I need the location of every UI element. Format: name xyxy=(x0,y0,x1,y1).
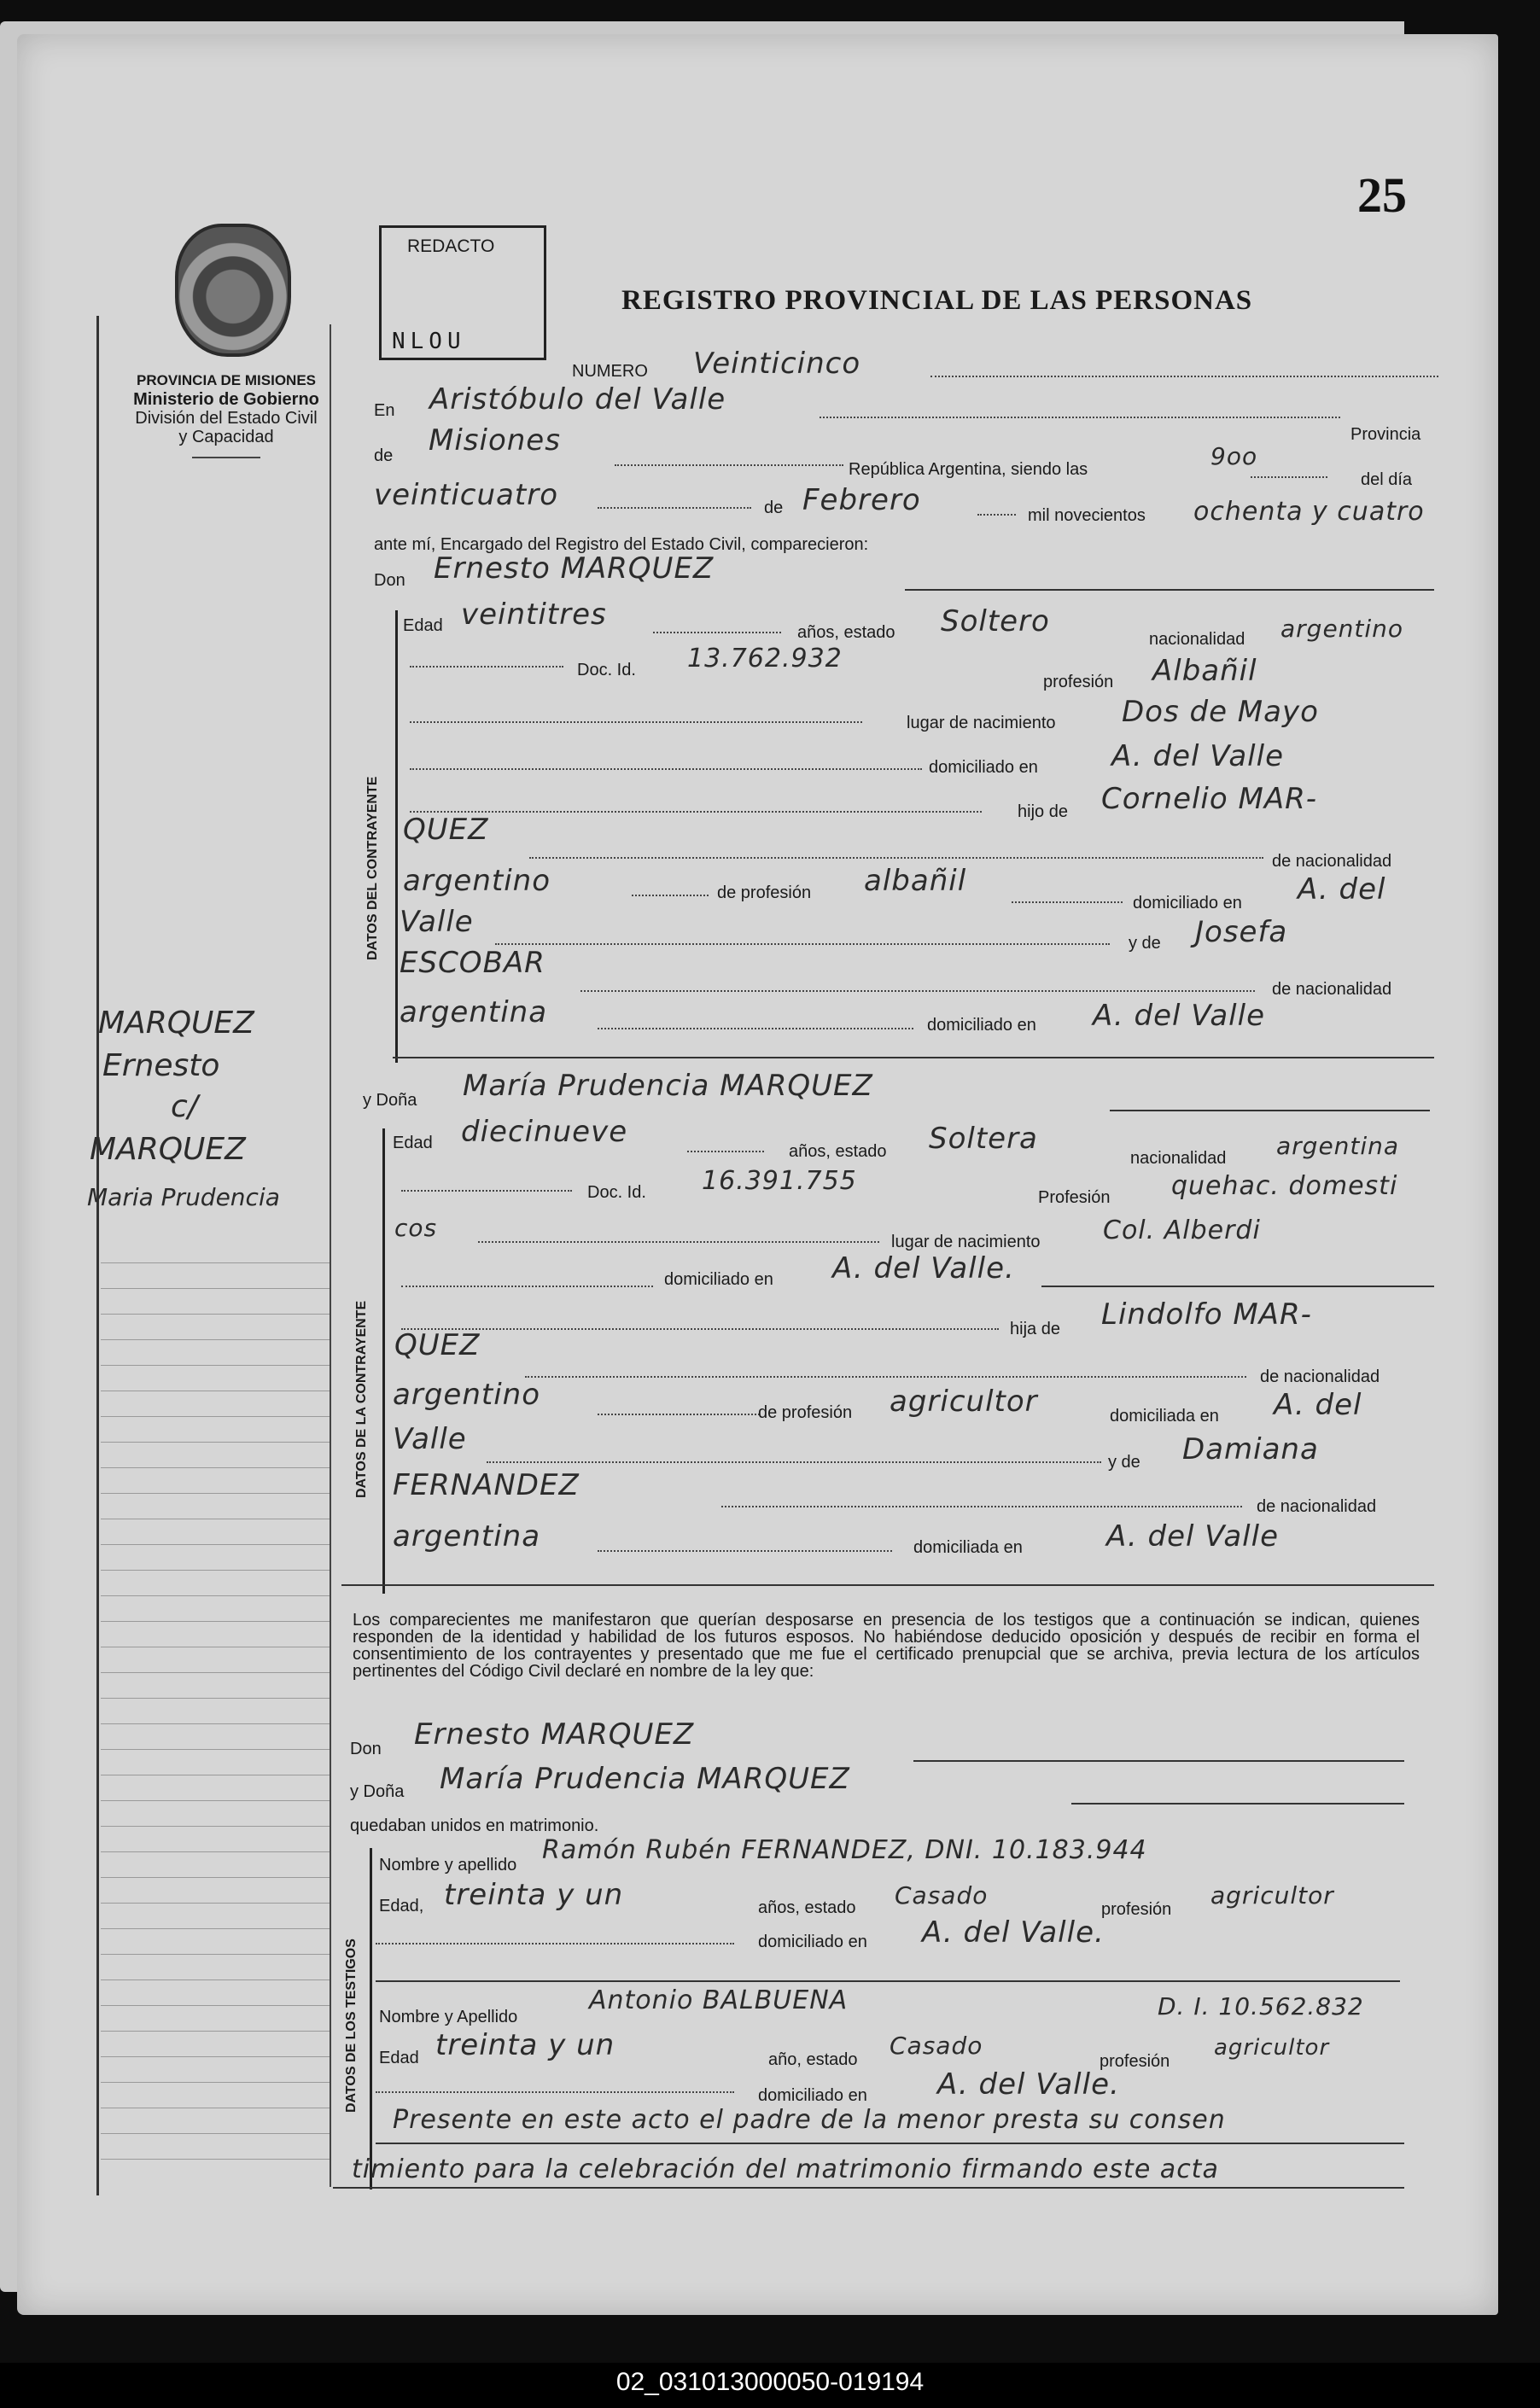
contrayente-padre-domiciliado-label: domiciliado en xyxy=(1133,894,1242,912)
contrayente-padre-nac-value: argentino xyxy=(403,864,551,898)
testigo1-profesion-value: agricultor xyxy=(1210,1881,1334,1909)
declaration-dona-value: María Prudencia MARQUEZ xyxy=(440,1762,850,1796)
witness-note-line2: timiento para la celebración del matrimonio firmando este acta xyxy=(352,2154,1219,2184)
margin-note-5: Maria Prudencia xyxy=(87,1183,280,1211)
testigos-bracket xyxy=(370,1848,372,2189)
en-value: Aristóbulo del Valle xyxy=(429,382,726,417)
ante-mi: ante mí, Encargado del Registro del Estado Civil, comparecieron: xyxy=(374,535,869,554)
contrayenta-lugar-value: Col. Alberdi xyxy=(1103,1216,1261,1245)
contrayenta-madre-nac-value: argentina xyxy=(393,1519,541,1554)
testigo2-estado-value: Casado xyxy=(890,2032,983,2060)
witness-note-line2-rule xyxy=(333,2187,1404,2189)
mes-dots xyxy=(977,514,1016,516)
hora-value: 9oo xyxy=(1210,442,1258,470)
issuer-province: PROVINCIA DE MISIONES xyxy=(136,372,316,388)
contrayenta-doc-dots xyxy=(401,1190,572,1192)
dia-value: veinticuatro xyxy=(374,478,558,512)
witness-note-line1-rule xyxy=(376,2143,1404,2144)
testigo2-profesion-label: profesión xyxy=(1100,2052,1170,2071)
contrayenta-nacionalidad-label: nacionalidad xyxy=(1130,1149,1227,1168)
contrayenta-y-de-dots xyxy=(487,1461,1101,1463)
mes-value: Febrero xyxy=(802,483,921,517)
contrayenta-madre-dom-label: domiciliada en xyxy=(913,1538,1023,1557)
contrayente-padre-value2: QUEZ xyxy=(403,813,489,847)
issuer-block xyxy=(85,371,367,458)
contrayenta-profesion-value1: quehac. domesti xyxy=(1171,1171,1398,1201)
redacto-value: NLOU xyxy=(392,329,466,354)
contrayenta-domiciliado-label: domiciliado en xyxy=(664,1270,773,1289)
contrayente-padre-prof-dots xyxy=(1012,901,1123,903)
testigo2-nombre-label: Nombre y Apellido xyxy=(379,2008,518,2026)
en-dots xyxy=(820,417,1340,418)
contrayenta-profesion-value2: cos xyxy=(394,1214,438,1242)
declaration-dona-label: y Doña xyxy=(350,1782,405,1801)
contrayente-hijo-dots xyxy=(410,811,982,813)
contrayente-doc-value: 13.762.932 xyxy=(687,644,843,673)
de2-label: de xyxy=(764,499,784,517)
contrayenta-y-de-label: y de xyxy=(1108,1453,1140,1472)
contrayente-padre-nac-dots xyxy=(632,895,709,896)
contrayente-profesion-label: profesión xyxy=(1043,673,1114,691)
contrayenta-padre-nac-value: argentino xyxy=(393,1378,540,1412)
issuer-division-2: y Capacidad xyxy=(178,428,274,446)
contrayente-madre-value2: ESCOBAR xyxy=(400,946,545,980)
contrayente-lugar-dots xyxy=(410,721,862,723)
testigo1-estado-label: años, estado xyxy=(758,1898,856,1917)
contrayenta-madre-nac-label: de nacionalidad xyxy=(1257,1497,1377,1516)
witness-note-line1: Presente en este acto el padre de la menor presta su consen xyxy=(393,2105,1226,2135)
dona-label: y Doña xyxy=(363,1091,417,1110)
contrayente-padre-prof-value: albañil xyxy=(864,864,967,898)
contrayenta-anos-estado-label: años, estado xyxy=(789,1142,887,1161)
document-title: REGISTRO PROVINCIAL DE LAS PERSONAS xyxy=(621,285,1253,316)
contrayente-anos-estado-label: años, estado xyxy=(797,623,895,642)
testigo1-nombre-value: Ramón Rubén FERNANDEZ, DNI. 10.183.944 xyxy=(542,1835,1147,1865)
contrayente-hijo-label: hijo de xyxy=(1018,802,1068,821)
contrayente-profesion-value: Albañil xyxy=(1152,654,1257,688)
contrayente-domiciliado-label: domiciliado en xyxy=(929,758,1038,777)
issuer-ministry: Ministerio de Gobierno xyxy=(133,390,319,409)
contrayenta-padre-domiciliada-label: domiciliada en xyxy=(1110,1407,1219,1426)
contrayenta-madre-value1: Damiana xyxy=(1182,1432,1319,1466)
contrayenta-padre-value1: Lindolfo MAR- xyxy=(1101,1297,1312,1332)
testigo2-dom-value: A. del Valle. xyxy=(937,2067,1120,2102)
numero-dots xyxy=(930,376,1438,377)
contrayente-de-profesion-label: de profesión xyxy=(717,883,812,902)
testigo2-dom-dots xyxy=(376,2091,734,2093)
provincia-label: Provincia xyxy=(1350,425,1421,444)
contrayenta-hija-label: hija de xyxy=(1010,1320,1060,1338)
margin-note-1: MARQUEZ xyxy=(98,1006,254,1041)
redacto-label: REDACTO xyxy=(407,236,495,256)
declaration-don-value: Ernesto MARQUEZ xyxy=(414,1717,695,1752)
anio-value: ochenta y cuatro xyxy=(1193,497,1425,527)
testigo1-dom-value: A. del Valle. xyxy=(922,1915,1105,1950)
contrayente-padre-dom-value2: Valle xyxy=(400,905,474,939)
contrayenta-madre-value2: FERNANDEZ xyxy=(393,1468,580,1502)
testigo2-profesion-value: agricultor xyxy=(1214,2035,1330,2061)
margin-note-2: Ernesto xyxy=(102,1048,220,1083)
contrayente-lugar-label: lugar de nacimiento xyxy=(907,714,1056,732)
numero-value: Veinticinco xyxy=(693,347,861,381)
contrayenta-padre-dom-value2: Valle xyxy=(393,1422,467,1456)
contrayenta-doc-label: Doc. Id. xyxy=(587,1183,646,1202)
issuer-division: División del Estado Civil xyxy=(135,409,318,428)
contrayenta-de-nacionalidad-label: de nacionalidad xyxy=(1260,1367,1380,1386)
don-value: Ernesto MARQUEZ xyxy=(434,551,715,586)
contrayente-lugar-value: Dos de Mayo xyxy=(1122,695,1319,729)
contrayente-domicilio-value: A. del Valle xyxy=(1111,739,1284,773)
contrayente-madre-value1: Josefa xyxy=(1195,915,1288,949)
contrayente-padre-value1: Cornelio MAR- xyxy=(1101,782,1317,816)
testigo1-nombre-label: Nombre y apellido xyxy=(379,1856,517,1875)
contrayenta-lugar-dots xyxy=(478,1241,879,1243)
republica-label: República Argentina, siendo las xyxy=(849,460,1088,479)
declaration-quedaban: quedaban unidos en matrimonio. xyxy=(350,1816,599,1835)
testigo2-doc-value: D. I. 10.562.832 xyxy=(1158,1992,1364,2020)
don-line xyxy=(905,589,1434,591)
de-label: de xyxy=(374,446,394,465)
redacto-box xyxy=(379,225,546,360)
testigo2-nombre-value: Antonio BALBUENA xyxy=(589,1985,849,2015)
side-rule xyxy=(330,324,331,2187)
contrayente-madre-dots xyxy=(580,990,1255,992)
margin-note-3: c/ xyxy=(171,1089,198,1124)
province-seal-icon xyxy=(175,224,291,357)
contrayente-edad-value: veintitres xyxy=(461,598,607,632)
contrayenta-padre-value2: QUEZ xyxy=(394,1328,481,1362)
contrayente-section-label: DATOS DEL CONTRAYENTE xyxy=(365,776,380,960)
margin-ruled-lines xyxy=(101,1238,330,2177)
contrayenta-domicilio-value: A. del Valle. xyxy=(832,1251,1015,1286)
contrayenta-padre-dom-value1: A. del xyxy=(1274,1388,1362,1422)
testigo1-dom-dots xyxy=(376,1943,734,1944)
contrayenta-edad-value: diecinueve xyxy=(461,1115,628,1149)
contrayente-nacionalidad-label: nacionalidad xyxy=(1149,630,1245,649)
contrayente-madre-dom-label: domiciliado en xyxy=(927,1016,1036,1035)
contrayenta-padre-nac-dots xyxy=(598,1414,760,1415)
numero-label: NUMERO xyxy=(572,362,648,381)
contrayenta-dom-dots xyxy=(401,1286,653,1287)
testigo1-estado-value: Casado xyxy=(895,1881,989,1909)
testigo1-profesion-label: profesión xyxy=(1101,1900,1172,1919)
dona-value: María Prudencia MARQUEZ xyxy=(463,1069,873,1103)
contrayente-padre-dots xyxy=(529,857,1263,859)
mil-label: mil novecientos xyxy=(1028,506,1146,525)
testigos-section-label: DATOS DE LOS TESTIGOS xyxy=(344,1939,359,2113)
declaration-don-label: Don xyxy=(350,1740,382,1758)
contrayenta-nacionalidad-value: argentina xyxy=(1276,1132,1400,1160)
page-number: 25 xyxy=(1357,167,1407,223)
contrayenta-hija-dots xyxy=(401,1328,999,1330)
contrayente-madre-nac-value: argentina xyxy=(400,995,548,1029)
testigo2-estado-label: año, estado xyxy=(768,2050,858,2069)
contrayenta-de-profesion-label: de profesión xyxy=(758,1403,853,1422)
contrayente-madre-nac-label: de nacionalidad xyxy=(1272,980,1392,999)
de-dots xyxy=(615,464,843,466)
testigo1-edad-value: treinta y un xyxy=(444,1878,624,1912)
contrayente-doc-dots xyxy=(410,666,563,668)
contrayente-nacionalidad-value: argentino xyxy=(1280,615,1404,643)
contrayente-edad-label: Edad xyxy=(403,616,443,635)
declaration-paragraph: Los comparecientes me manifestaron que querían desposarse en presencia de los testigos que a continuación se indican, quienes responden de la identidad y habilidad de los futuros esposos. No habiéndose deducido oposición y después de recibir en forma el consentimiento de los contrayentes y presentado que me fue el certificado prenupcial que se archiva, previa lectura de los artículos pertinentes del Código Civil declaré en nombre de la ley que: xyxy=(353,1611,1420,1681)
contrayente-de-nacionalidad-label: de nacionalidad xyxy=(1272,852,1392,871)
margin-rule xyxy=(96,316,99,2195)
en-label: En xyxy=(374,401,395,420)
contrayenta-doc-value: 16.391.755 xyxy=(702,1166,857,1196)
contrayenta-edad-dots xyxy=(687,1151,764,1152)
contrayenta-madre-dots xyxy=(721,1506,1242,1507)
contrayente-estado-value: Soltero xyxy=(941,604,1050,638)
contrayenta-edad-label: Edad xyxy=(393,1134,433,1152)
del-dia-label: del día xyxy=(1361,470,1413,489)
dona-line xyxy=(1110,1110,1430,1111)
contrayenta-padre-prof-value: agricultor xyxy=(890,1385,1038,1419)
contrayente-edad-dots xyxy=(653,632,781,633)
hora-dots xyxy=(1251,476,1327,478)
declaration-don-line xyxy=(913,1760,1404,1762)
testigo1-edad-label: Edad, xyxy=(379,1897,424,1915)
contrayenta-bracket xyxy=(382,1128,385,1594)
dia-dots xyxy=(598,507,751,509)
testigo2-edad-label: Edad xyxy=(379,2049,419,2067)
footer-image-id: 02_031013000050-019194 xyxy=(615,2368,925,2396)
testigo2-edad-value: treinta y un xyxy=(435,2028,615,2062)
contrayenta-profesion-label: Profesión xyxy=(1038,1188,1111,1207)
contrayente-y-de-label: y de xyxy=(1129,934,1161,953)
declaration-dona-line xyxy=(1071,1803,1404,1805)
de-value: Misiones xyxy=(429,423,561,458)
contrayente-y-de-dots xyxy=(495,943,1110,945)
testigo1-end-line xyxy=(376,1980,1400,1982)
issuer-divider xyxy=(192,457,260,458)
contrayente-padre-dom-value1: A. del xyxy=(1298,872,1386,907)
contrayenta-madre-nac-dots xyxy=(598,1550,892,1552)
contrayente-dom-dots xyxy=(410,768,922,770)
contrayenta-padre-dots xyxy=(525,1376,1246,1378)
contrayenta-estado-value: Soltera xyxy=(929,1122,1038,1156)
contrayenta-dom-line xyxy=(1041,1286,1434,1287)
contrayenta-lugar-label: lugar de nacimiento xyxy=(891,1233,1041,1251)
contrayente-madre-dom-value: A. del Valle xyxy=(1093,999,1265,1033)
contrayenta-section-label: DATOS DE LA CONTRAYENTE xyxy=(354,1300,369,1498)
don-label: Don xyxy=(374,571,405,590)
margin-note-4: MARQUEZ xyxy=(90,1132,246,1167)
contrayenta-madre-dom-value: A. del Valle xyxy=(1106,1519,1279,1554)
testigo2-dom-label: domiciliado en xyxy=(758,2086,867,2105)
contrayente-doc-label: Doc. Id. xyxy=(577,661,636,679)
contrayente-bracket xyxy=(395,610,398,1063)
contrayente-end-line xyxy=(393,1057,1434,1058)
testigo1-dom-label: domiciliado en xyxy=(758,1933,867,1951)
contrayenta-end-line xyxy=(341,1584,1434,1586)
contrayente-madre-nac-dots xyxy=(598,1028,913,1029)
